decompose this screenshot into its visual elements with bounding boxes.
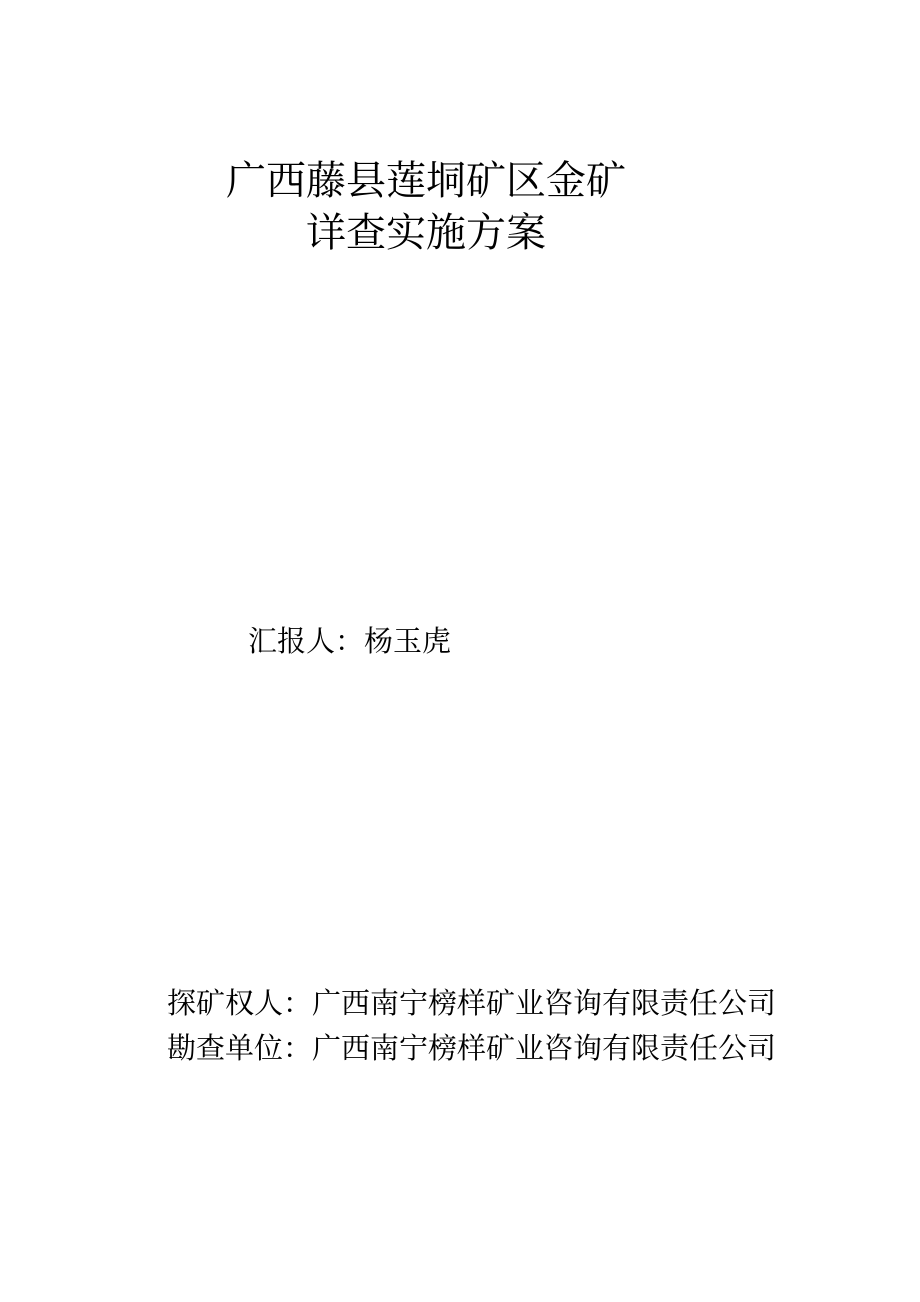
title-line-2: 详查实施方案 [306, 210, 546, 255]
exploration-unit-value: 广西南宁榜样矿业咨询有限责任公司 [312, 1033, 777, 1065]
reporter-line [248, 625, 451, 659]
exploration-unit-line [167, 1032, 776, 1066]
title-line-1: 广西藤县莲垌矿区金矿 [226, 158, 626, 203]
exploration-unit-label: 勘查单位： [167, 1033, 313, 1065]
reporter-name: 杨玉虎 [364, 626, 452, 658]
mineral-rights-holder-line [167, 987, 776, 1021]
mineral-rights-holder-value: 广西南宁榜样矿业咨询有限责任公司 [312, 988, 777, 1020]
mineral-rights-holder-label: 探矿权人： [167, 988, 313, 1020]
reporter-label: 汇报人： [248, 626, 365, 658]
document-title [0, 155, 852, 259]
